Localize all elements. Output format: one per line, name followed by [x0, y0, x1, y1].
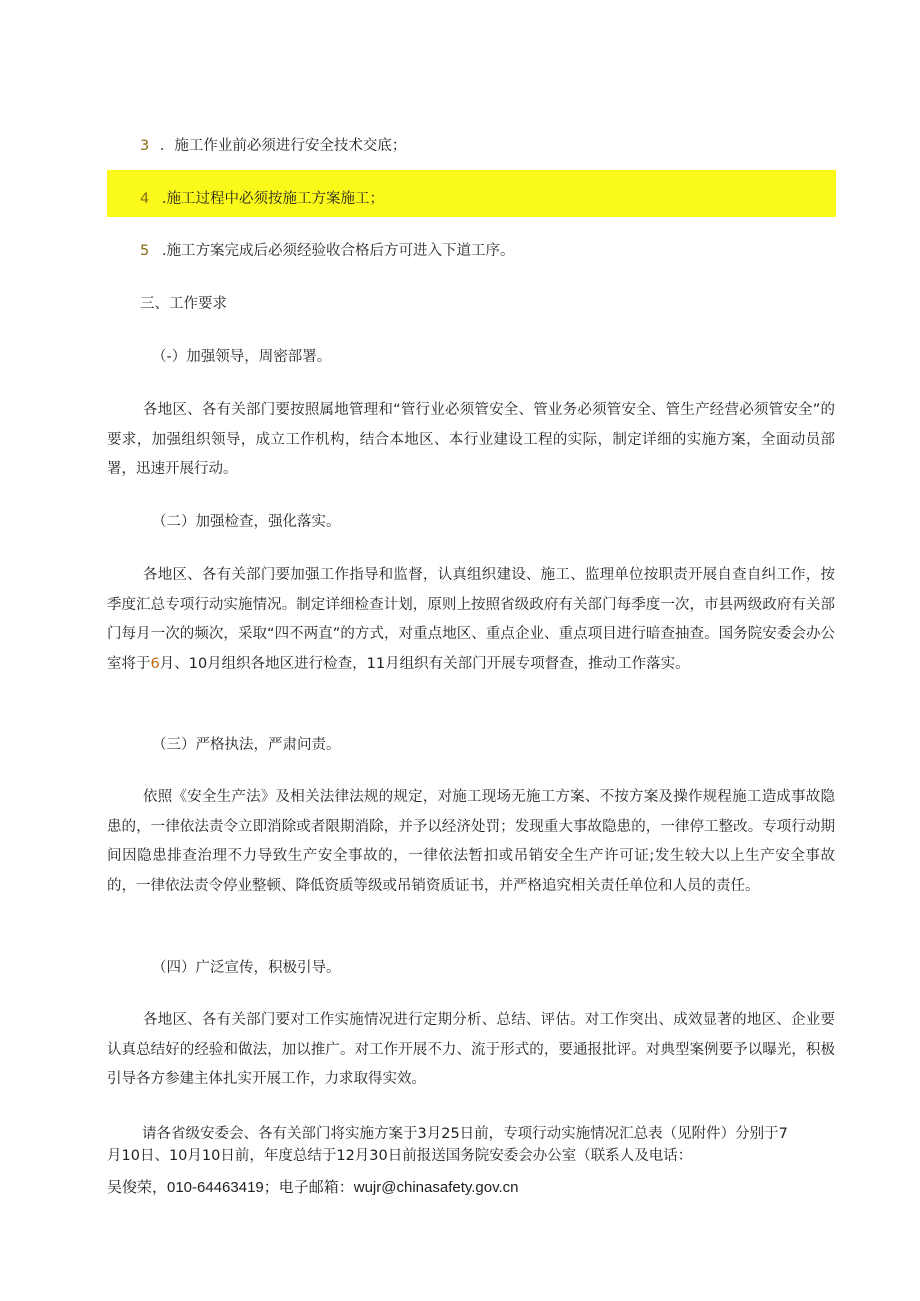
paragraph: 各地区、各有关部门要对工作实施情况进行定期分析、总结、评估。对工作突出、成效显著的地区、企业要认真总结好的经验和做法，加以推广。对工作开展不力、流于形式的，要通报批评。对典型案例要予以曝光，积极引导各方参建主体扎实开展工作，力求取得实效。: [107, 1012, 835, 1087]
list-item: [140, 241, 514, 261]
paragraph: 依照《安全生产法》及相关法律法规的规定，对施工现场无施工方案、不按方案及操作规程施工造成事故隐患的，一律依法责令立即消除或者限期消除，并予以经济处罚；发现重大事故隐患的，一律停工整改。专项行动期间因隐患排查治理不力导致生产安全事故的，一律依法暂扣或吊销安全生产许可证;发生较大以上生产安全事故的，一律依法责令停业整顿、降低资质等级或吊销资质证书，并严格追究相关责任单位和人员的责任。: [107, 789, 835, 894]
list-item-highlighted: [140, 189, 384, 209]
item-number: 5: [140, 243, 150, 259]
section-title: 三、工作要求: [140, 296, 227, 312]
subsection-title: （二）加强检查，强化落实。: [152, 514, 341, 530]
item-text: .施工过程中必须按施工方案施工；: [161, 191, 384, 207]
paragraph: [107, 561, 835, 679]
closing-line: 请各省级安委会、各有关部门将实施方案于3月25日前，专项行动实施情况汇总表（见附件）分别于7: [142, 1126, 788, 1142]
subsection-title: （三）严格执法，严肃问责。: [152, 737, 341, 753]
paragraph: 各地区、各有关部门要按照属地管理和“管行业必须管安全、管业务必须管安全、管生产经营必须管安全”的要求，加强组织领导，成立工作机构，结合本地区、本行业建设工程的实际，制定详细的实施方案，全面动员部署，迅速开展行动。: [107, 402, 835, 477]
list-item: [140, 136, 406, 156]
highlighted-month: 6: [150, 655, 160, 672]
contact-line: 吴俊荣，010-64463419；电子邮箱：wujr@chinasafety.gov.cn: [107, 1179, 519, 1196]
paragraph-text: 各地区、各有关部门要加强工作指导和监督，认真组织建设、施工、监理单位按职责开展自查自纠工作，按季度汇总专项行动实施情况。制定详细检查计划，原则上按照省级政府有关部门每季度一次，市县两级政府有关部门每月一次的频次，采取“四不两直”的方式，对重点地区、重点企业、重点项目进行暗查抽查。国务院安委会办公室将于: [107, 567, 835, 672]
subsection-title: （四）广泛宣传，积极引导。: [152, 960, 341, 976]
item-text: ．施工作业前必须进行安全技术交底；: [159, 138, 407, 154]
closing-line: 月10日、10月10日前，年度总结于12月30日前报送国务院安委会办公室（联系人及电话：: [107, 1148, 693, 1164]
item-number: 3: [140, 138, 150, 154]
subsection-title: （-）加强领导，周密部署。: [152, 349, 332, 365]
paragraph-text: 月、10月组织各地区进行检查，11月组织有关部门开展专项督查，推动工作落实。: [159, 655, 690, 672]
item-text: .施工方案完成后必须经验收合格后方可进入下道工序。: [161, 243, 515, 259]
item-number: 4: [140, 191, 150, 207]
